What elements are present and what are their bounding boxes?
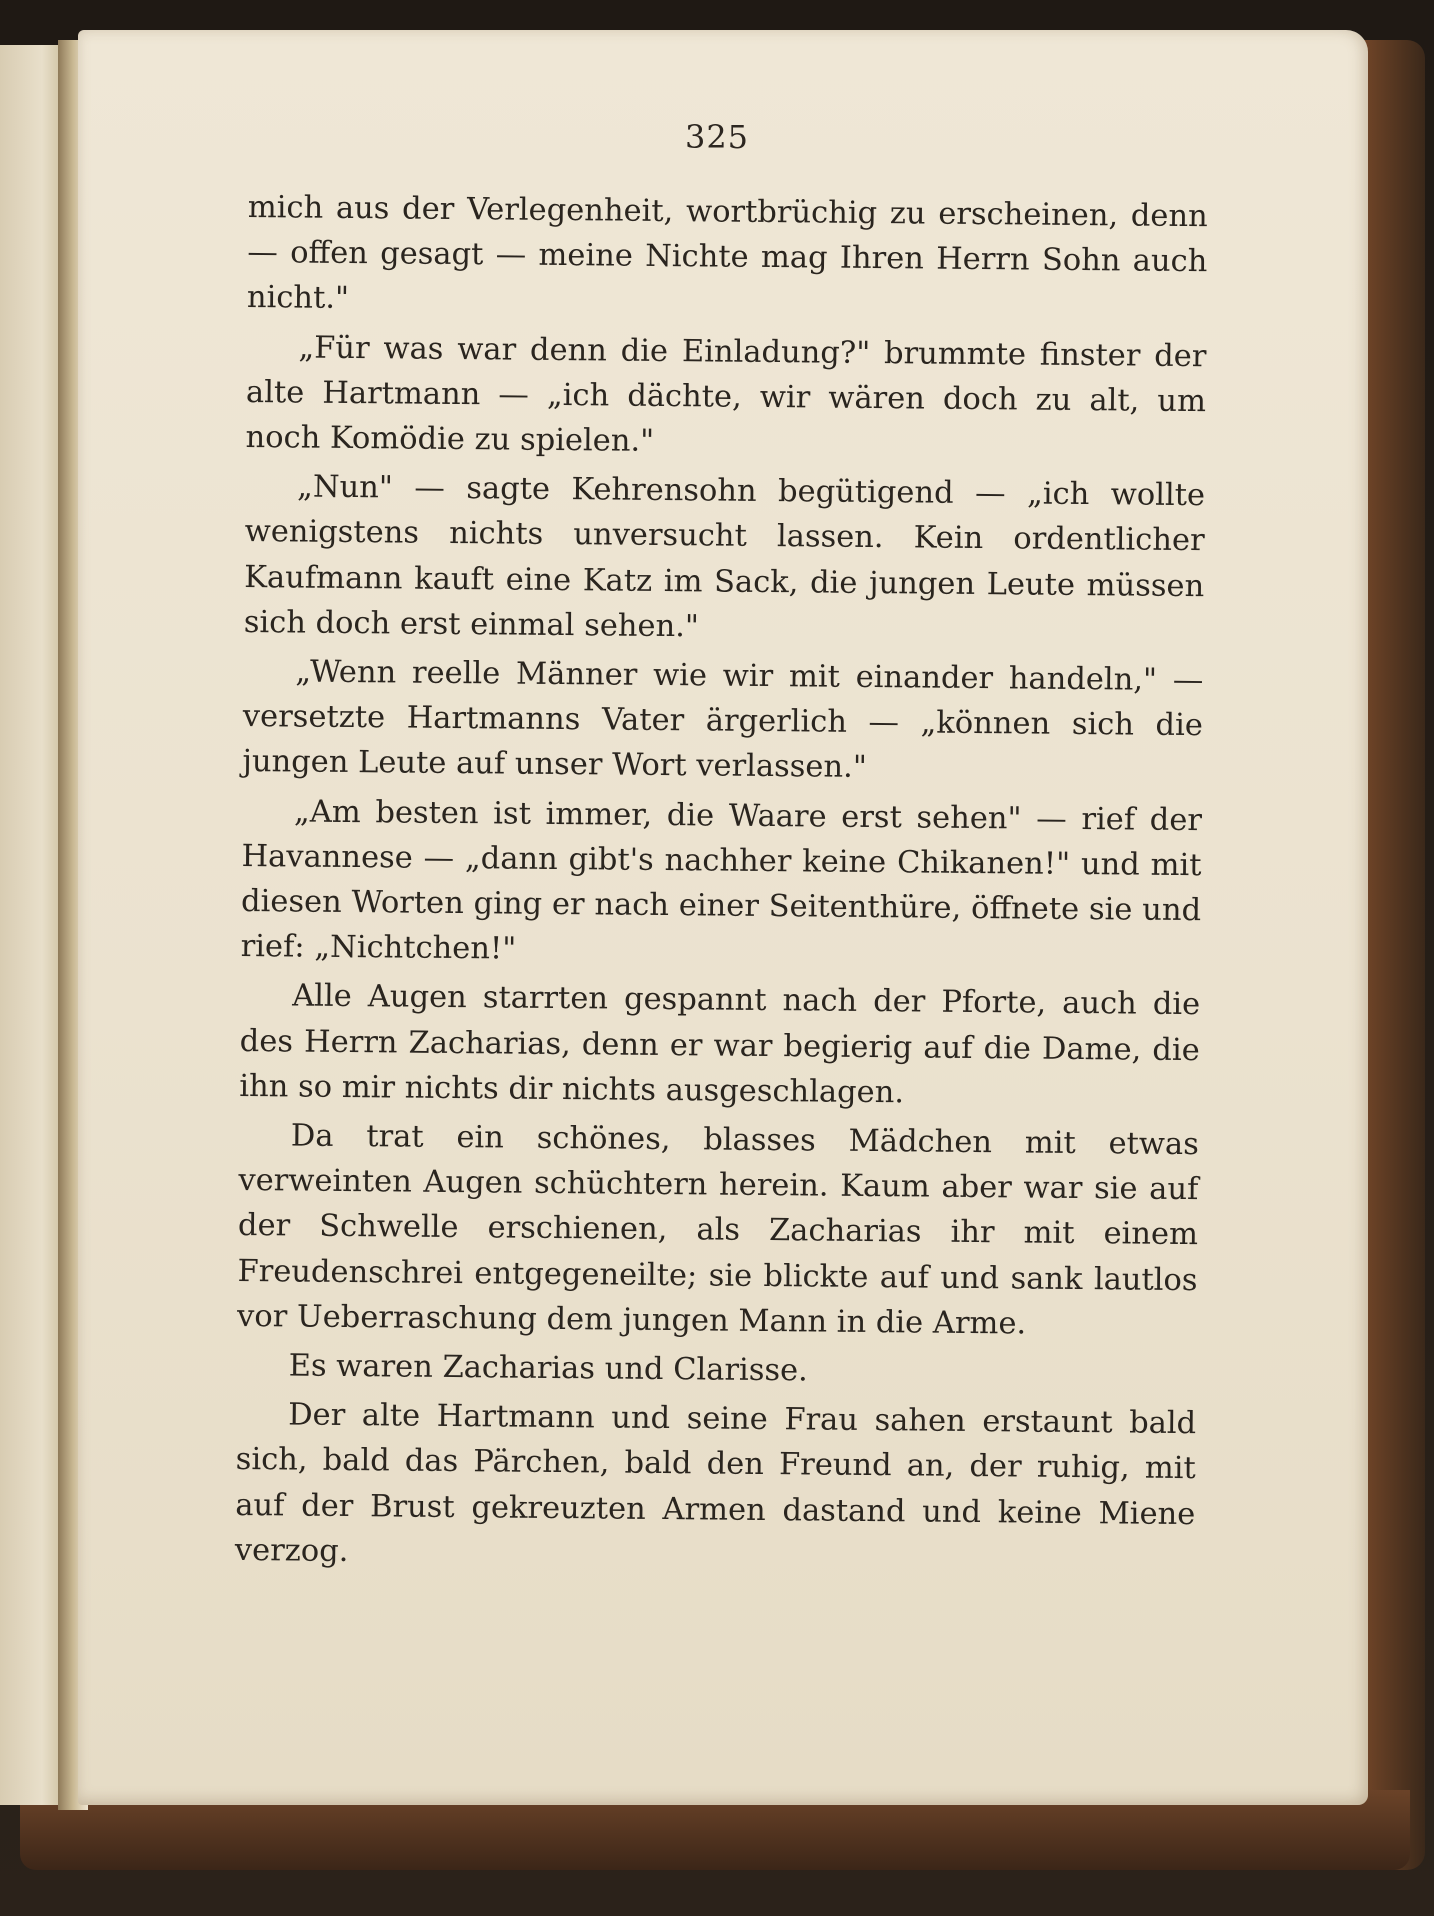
paragraph: „Für was war denn die Einladung?" brummte finster der alte Hartmann — „ich dächte, wir wären doch zu alt, um noch Komödie zu spielen." (245, 330, 1207, 459)
paragraph: mich aus der Verlegenheit, wortbrüchig zu erscheinen, denn — offen gesagt — meine Nichte mag Ihren Herrn Sohn auch nicht." (246, 189, 1208, 317)
body-text (235, 185, 1208, 1586)
paragraph: „Am besten ist immer, die Waare erst sehen" — rief der Havannese — „dann gibt's nachher keine Chikanen!" und mit diesen Worten ging er nach einer Seitenthüre, öffnete sie und rief: „Nichtchen!" (240, 794, 1203, 967)
paragraph: „Wenn reelle Männer wie wir mit einander handeln," — versetzte Hartmanns Vater ärgerlich — „können sich die jungen Leute auf unser Wort verlassen." (242, 654, 1204, 786)
paragraph: Es waren Zacharias und Clarisse. (288, 1348, 808, 1389)
paragraph: Der alte Hartmann und seine Frau sahen erstaunt bald sich, bald das Pärchen, bald den Freund an, der ruhig, mit auf der Brust gekreuzten Armen dastand und keine Miene verzog. (234, 1397, 1197, 1569)
paragraph: Da trat ein schönes, blasses Mädchen mit etwas verweinten Augen schüchtern herein. Kaum aber war sie auf der Schwelle erschienen, als Zacharias ihr mit einem Freudenschrei entgegeneilte; sie blickte auf und sank lautlos vor Ueberraschung dem jungen Mann in die Arme. (236, 1118, 1199, 1342)
page-number: 325 (684, 118, 750, 156)
paragraph: Alle Augen starrten gespannt nach der Pforte, auch die des Herrn Zacharias, denn er war begierig auf die Dame, die ihn so mir nichts dir nichts ausgeschlagen. (239, 978, 1201, 1111)
paragraph: „Nun" — sagte Kehrensohn begütigend — „ich wollte wenigstens nichts unversucht lassen. Kein ordentlicher Kaufmann kauft eine Katz im Sack, die jungen Leute müssen sich doch erst einmal sehen." (243, 469, 1206, 645)
